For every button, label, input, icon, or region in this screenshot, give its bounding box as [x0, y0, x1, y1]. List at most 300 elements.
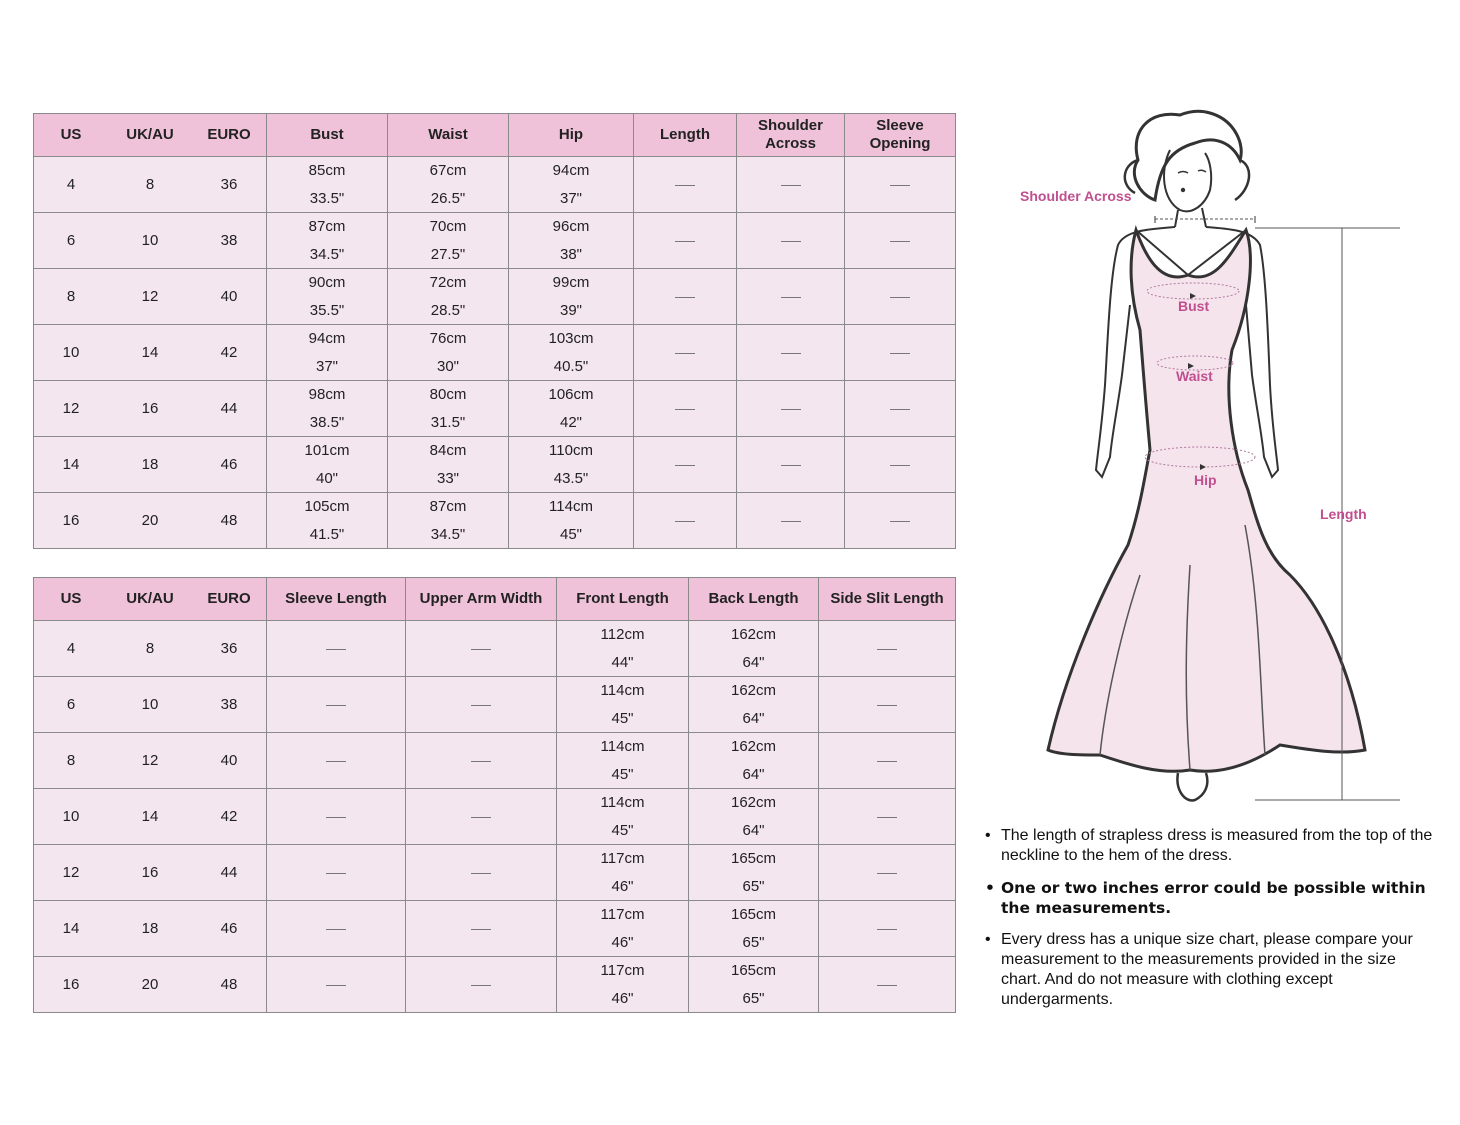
- sleeve-opening-cell: [845, 157, 956, 213]
- size-values: [34, 696, 266, 713]
- ukau-size: 16: [141, 400, 159, 417]
- waist-cell: [388, 381, 509, 437]
- hip-cm: 110cm: [549, 441, 593, 459]
- table-row: [34, 789, 956, 845]
- note-error-margin: • One or two inches error could be possible within the measurements.: [985, 878, 1435, 918]
- size-cell: [34, 957, 267, 1013]
- front-length-in: 45": [611, 709, 634, 727]
- hip-label: Hip: [1194, 472, 1217, 488]
- note-strapless-length: • The length of strapless dress is measured from the top of the neckline to the hem of the dress.: [985, 826, 1435, 866]
- front-length-cm: 117cm: [600, 961, 645, 979]
- us-header: US: [60, 590, 82, 607]
- size-values: [34, 232, 266, 249]
- us-size: 6: [66, 696, 76, 713]
- empty-dash: [471, 929, 491, 930]
- sleeve-length-cell: [267, 845, 406, 901]
- front-length-header: Front Length: [557, 578, 689, 621]
- side-slit-length-cell: [819, 789, 956, 845]
- front-length-cell: [557, 789, 689, 845]
- size-cell: [34, 269, 267, 325]
- front-length-in: 45": [611, 765, 634, 783]
- shoulder-across-label: Shoulder Across: [1020, 188, 1132, 204]
- sleeve-opening-cell: [845, 213, 956, 269]
- front-length-cell: [557, 845, 689, 901]
- shoulder-across-cell: [737, 381, 845, 437]
- empty-dash: [675, 409, 695, 410]
- note-unique-size-chart: • Every dress has a unique size chart, please compare your measurement to the measurements provided in the size chart. And do not measure with clothing except undergarments.: [985, 930, 1435, 1010]
- ukau-size: 8: [145, 640, 155, 657]
- euro-size: 44: [220, 400, 238, 417]
- shoulder-across-cell: [737, 269, 845, 325]
- table-row: [34, 493, 956, 549]
- waist-header: Waist: [388, 114, 509, 157]
- size-values: [34, 344, 266, 361]
- empty-dash: [326, 929, 346, 930]
- ukau-size: 12: [141, 288, 159, 305]
- side-slit-length-header: Side Slit Length: [819, 578, 956, 621]
- size-cell: [34, 381, 267, 437]
- upper-arm-width-cell: [406, 845, 557, 901]
- waist-cell: [388, 157, 509, 213]
- sleeve-opening-header: Sleeve Opening: [845, 114, 956, 157]
- size-cell: [34, 213, 267, 269]
- us-size: 4: [66, 640, 76, 657]
- size-header: [34, 578, 267, 621]
- size-chart-table-1: [33, 113, 956, 549]
- ukau-size: 18: [141, 456, 159, 473]
- waist-cm: 70cm: [429, 217, 467, 235]
- bust-in: 33.5": [309, 189, 345, 207]
- back-length-in: 65": [742, 933, 765, 951]
- measurement-notes: [985, 826, 1435, 1022]
- bust-in: 34.5": [309, 245, 345, 263]
- bust-cm: 94cm: [308, 329, 346, 347]
- shoulder-across-header: Shoulder Across: [737, 114, 845, 157]
- empty-dash: [877, 649, 897, 650]
- ukau-size: 10: [141, 696, 159, 713]
- bust-label: Bust: [1178, 298, 1210, 314]
- bust-in: 41.5": [309, 525, 345, 543]
- bust-in: 40": [315, 469, 338, 487]
- table-row: [34, 213, 956, 269]
- front-length-in: 46": [611, 933, 634, 951]
- waist-cm: 87cm: [429, 497, 467, 515]
- bust-cm: 101cm: [304, 441, 350, 459]
- dress-measurement-figure: [1010, 105, 1430, 815]
- waist-in: 31.5": [430, 413, 466, 431]
- hip-cm: 99cm: [552, 273, 590, 291]
- front-length-cell: [557, 621, 689, 677]
- shoulder-across-cell: [737, 437, 845, 493]
- table-row: [34, 901, 956, 957]
- us-size: 10: [62, 808, 80, 825]
- waist-in: 33": [436, 469, 459, 487]
- length-cell: [634, 213, 737, 269]
- hip-cell: [509, 325, 634, 381]
- sleeve-opening-cell: [845, 381, 956, 437]
- sleeve-length-header: Sleeve Length: [267, 578, 406, 621]
- waist-cell: [388, 269, 509, 325]
- empty-dash: [877, 761, 897, 762]
- empty-dash: [471, 761, 491, 762]
- us-header: US: [60, 126, 82, 143]
- sleeve-length-cell: [267, 789, 406, 845]
- bust-cell: [267, 213, 388, 269]
- back-length-cm: 165cm: [730, 849, 777, 867]
- hair-illustration: [1134, 111, 1241, 200]
- bust-cell: [267, 437, 388, 493]
- hip-header: Hip: [509, 114, 634, 157]
- hip-cell: [509, 157, 634, 213]
- us-size: 8: [66, 288, 76, 305]
- hip-in: 38": [559, 245, 582, 263]
- table-row: [34, 621, 956, 677]
- us-size: 16: [62, 976, 80, 993]
- size-values: [34, 864, 266, 881]
- back-length-cell: [689, 845, 819, 901]
- empty-dash: [890, 521, 910, 522]
- sleeve-length-cell: [267, 957, 406, 1013]
- table-row: [34, 957, 956, 1013]
- empty-dash: [471, 873, 491, 874]
- size-values: [34, 640, 266, 657]
- waist-cm: 72cm: [429, 273, 467, 291]
- length-label: Length: [1320, 506, 1367, 522]
- size-cell: [34, 789, 267, 845]
- us-size: 16: [62, 512, 80, 529]
- empty-dash: [471, 817, 491, 818]
- waist-label: Waist: [1176, 368, 1213, 384]
- empty-dash: [471, 705, 491, 706]
- euro-size: 48: [220, 512, 238, 529]
- waist-cell: [388, 325, 509, 381]
- back-length-header: Back Length: [689, 578, 819, 621]
- bust-cm: 90cm: [308, 273, 346, 291]
- size-values: [34, 920, 266, 937]
- bust-header: Bust: [267, 114, 388, 157]
- empty-dash: [781, 241, 801, 242]
- euro-size: 46: [220, 456, 238, 473]
- length-cell: [634, 437, 737, 493]
- back-length-in: 64": [742, 653, 765, 671]
- euro-size: 40: [220, 288, 238, 305]
- hip-in: 43.5": [553, 469, 589, 487]
- empty-dash: [326, 649, 346, 650]
- euro-header: EURO: [207, 590, 251, 607]
- back-length-cm: 162cm: [730, 625, 777, 643]
- back-length-cell: [689, 621, 819, 677]
- hip-cm: 114cm: [549, 497, 593, 515]
- hip-in: 40.5": [553, 357, 589, 375]
- ukau-size: 18: [141, 920, 159, 937]
- empty-dash: [781, 185, 801, 186]
- us-size: 14: [62, 456, 80, 473]
- hip-cell: [509, 437, 634, 493]
- size-cell: [34, 493, 267, 549]
- front-length-cell: [557, 677, 689, 733]
- hip-in: 39": [559, 301, 582, 319]
- length-header: Length: [634, 114, 737, 157]
- upper-arm-width-cell: [406, 957, 557, 1013]
- waist-cell: [388, 213, 509, 269]
- sleeve-length-cell: [267, 677, 406, 733]
- empty-dash: [877, 929, 897, 930]
- empty-dash: [781, 297, 801, 298]
- size-values: [34, 456, 266, 473]
- upper-arm-width-cell: [406, 621, 557, 677]
- waist-in: 27.5": [430, 245, 466, 263]
- euro-size: 36: [220, 640, 238, 657]
- empty-dash: [781, 353, 801, 354]
- back-length-cm: 165cm: [730, 961, 777, 979]
- bust-cell: [267, 325, 388, 381]
- waist-cell: [388, 437, 509, 493]
- euro-size: 36: [220, 176, 238, 193]
- length-cell: [634, 381, 737, 437]
- shoulder-across-cell: [737, 157, 845, 213]
- empty-dash: [890, 409, 910, 410]
- waist-cm: 84cm: [429, 441, 467, 459]
- ukau-header: UK/AU: [126, 126, 174, 143]
- euro-size: 38: [220, 696, 238, 713]
- length-cell: [634, 269, 737, 325]
- ukau-header: UK/AU: [126, 590, 174, 607]
- back-length-in: 64": [742, 821, 765, 839]
- size-header: [34, 114, 267, 157]
- shoulder-across-cell: [737, 325, 845, 381]
- waist-cm: 67cm: [429, 161, 467, 179]
- front-length-cm: 114cm: [600, 737, 645, 755]
- ukau-size: 14: [141, 808, 159, 825]
- back-length-cell: [689, 733, 819, 789]
- sleeve-opening-cell: [845, 493, 956, 549]
- front-length-in: 45": [611, 821, 634, 839]
- size-cell: [34, 733, 267, 789]
- back-length-cell: [689, 957, 819, 1013]
- back-length-cell: [689, 901, 819, 957]
- empty-dash: [675, 297, 695, 298]
- length-cell: [634, 325, 737, 381]
- size-cell: [34, 157, 267, 213]
- sleeve-opening-cell: [845, 437, 956, 493]
- us-size: 14: [62, 920, 80, 937]
- back-length-cell: [689, 677, 819, 733]
- empty-dash: [890, 185, 910, 186]
- waist-cm: 76cm: [429, 329, 467, 347]
- sleeve-opening-cell: [845, 325, 956, 381]
- table-row: [34, 325, 956, 381]
- size-cell: [34, 845, 267, 901]
- sleeve-length-cell: [267, 733, 406, 789]
- front-length-cm: 117cm: [600, 849, 645, 867]
- euro-size: 38: [220, 232, 238, 249]
- size-cell: [34, 901, 267, 957]
- hip-in: 42": [559, 413, 582, 431]
- ukau-size: 20: [141, 976, 159, 993]
- empty-dash: [890, 465, 910, 466]
- table-row: [34, 269, 956, 325]
- hip-cm: 96cm: [552, 217, 590, 235]
- hip-cell: [509, 269, 634, 325]
- empty-dash: [890, 297, 910, 298]
- size-values: [34, 752, 266, 769]
- front-length-cell: [557, 733, 689, 789]
- table-row: [34, 381, 956, 437]
- bust-cm: 98cm: [308, 385, 346, 403]
- table-row: [34, 157, 956, 213]
- back-length-in: 65": [742, 989, 765, 1007]
- table-header-row: [34, 114, 956, 157]
- shoulder-across-cell: [737, 213, 845, 269]
- length-cell: [634, 493, 737, 549]
- hip-cm: 94cm: [552, 161, 590, 179]
- us-size: 12: [62, 400, 80, 417]
- euro-size: 42: [220, 344, 238, 361]
- hip-cm: 106cm: [548, 385, 594, 403]
- back-length-in: 64": [742, 709, 765, 727]
- hip-cell: [509, 213, 634, 269]
- sleeve-length-cell: [267, 901, 406, 957]
- empty-dash: [326, 817, 346, 818]
- empty-dash: [890, 353, 910, 354]
- empty-dash: [675, 521, 695, 522]
- ukau-size: 10: [141, 232, 159, 249]
- us-size: 10: [62, 344, 80, 361]
- bust-in: 35.5": [309, 301, 345, 319]
- ukau-size: 12: [141, 752, 159, 769]
- back-length-cm: 162cm: [730, 793, 777, 811]
- size-values: [34, 400, 266, 417]
- size-cell: [34, 621, 267, 677]
- waist-cm: 80cm: [429, 385, 467, 403]
- empty-dash: [675, 185, 695, 186]
- empty-dash: [326, 873, 346, 874]
- euro-header: EURO: [207, 126, 251, 143]
- bust-cm: 105cm: [304, 497, 350, 515]
- waist-cell: [388, 493, 509, 549]
- size-chart-table-2: [33, 577, 956, 1013]
- ukau-size: 16: [141, 864, 159, 881]
- back-length-cm: 162cm: [730, 737, 777, 755]
- empty-dash: [326, 761, 346, 762]
- empty-dash: [675, 241, 695, 242]
- bust-in: 38.5": [309, 413, 345, 431]
- empty-dash: [471, 985, 491, 986]
- euro-size: 48: [220, 976, 238, 993]
- back-length-in: 65": [742, 877, 765, 895]
- ukau-size: 20: [141, 512, 159, 529]
- length-cell: [634, 157, 737, 213]
- face-illustration: [1164, 150, 1211, 211]
- table-row: [34, 845, 956, 901]
- bust-cell: [267, 493, 388, 549]
- euro-size: 46: [220, 920, 238, 937]
- table-row: [34, 733, 956, 789]
- front-length-in: 44": [611, 653, 634, 671]
- euro-size: 40: [220, 752, 238, 769]
- waist-in: 26.5": [430, 189, 466, 207]
- hip-cm: 103cm: [548, 329, 594, 347]
- empty-dash: [877, 705, 897, 706]
- front-length-in: 46": [611, 989, 634, 1007]
- ukau-size: 14: [141, 344, 159, 361]
- empty-dash: [877, 873, 897, 874]
- euro-size: 44: [220, 864, 238, 881]
- bust-cell: [267, 269, 388, 325]
- size-cell: [34, 677, 267, 733]
- empty-dash: [471, 649, 491, 650]
- empty-dash: [675, 465, 695, 466]
- bust-in: 37": [315, 357, 338, 375]
- empty-dash: [877, 985, 897, 986]
- hip-in: 45": [559, 525, 582, 543]
- waist-in: 34.5": [430, 525, 466, 543]
- empty-dash: [781, 465, 801, 466]
- waist-in: 30": [436, 357, 459, 375]
- table-row: [34, 677, 956, 733]
- front-length-cm: 114cm: [600, 793, 645, 811]
- upper-arm-width-header: Upper Arm Width: [406, 578, 557, 621]
- side-slit-length-cell: [819, 733, 956, 789]
- back-length-cm: 165cm: [730, 905, 777, 923]
- us-size: 12: [62, 864, 80, 881]
- upper-arm-width-cell: [406, 789, 557, 845]
- ukau-size: 8: [145, 176, 155, 193]
- shoulder-across-cell: [737, 493, 845, 549]
- hip-in: 37": [559, 189, 582, 207]
- front-length-cm: 112cm: [600, 625, 645, 643]
- front-length-cm: 114cm: [600, 681, 645, 699]
- hip-cell: [509, 493, 634, 549]
- front-length-cell: [557, 957, 689, 1013]
- side-slit-length-cell: [819, 621, 956, 677]
- euro-size: 42: [220, 808, 238, 825]
- us-size: 4: [66, 176, 76, 193]
- empty-dash: [890, 241, 910, 242]
- upper-arm-width-cell: [406, 677, 557, 733]
- sleeve-opening-cell: [845, 269, 956, 325]
- table-header-row: [34, 578, 956, 621]
- us-size: 8: [66, 752, 76, 769]
- size-values: [34, 976, 266, 993]
- size-cell: [34, 325, 267, 381]
- front-length-in: 46": [611, 877, 634, 895]
- waist-in: 28.5": [430, 301, 466, 319]
- size-cell: [34, 437, 267, 493]
- empty-dash: [675, 353, 695, 354]
- back-length-cell: [689, 789, 819, 845]
- bust-cm: 85cm: [308, 161, 346, 179]
- upper-arm-width-cell: [406, 901, 557, 957]
- sleeve-length-cell: [267, 621, 406, 677]
- side-slit-length-cell: [819, 677, 956, 733]
- size-values: [34, 176, 266, 193]
- empty-dash: [877, 817, 897, 818]
- upper-arm-width-cell: [406, 733, 557, 789]
- size-values: [34, 808, 266, 825]
- front-length-cell: [557, 901, 689, 957]
- bust-cell: [267, 381, 388, 437]
- side-slit-length-cell: [819, 845, 956, 901]
- us-size: 6: [66, 232, 76, 249]
- bust-cm: 87cm: [308, 217, 346, 235]
- empty-dash: [326, 985, 346, 986]
- hip-cell: [509, 381, 634, 437]
- empty-dash: [781, 409, 801, 410]
- back-length-in: 64": [742, 765, 765, 783]
- side-slit-length-cell: [819, 901, 956, 957]
- table-row: [34, 437, 956, 493]
